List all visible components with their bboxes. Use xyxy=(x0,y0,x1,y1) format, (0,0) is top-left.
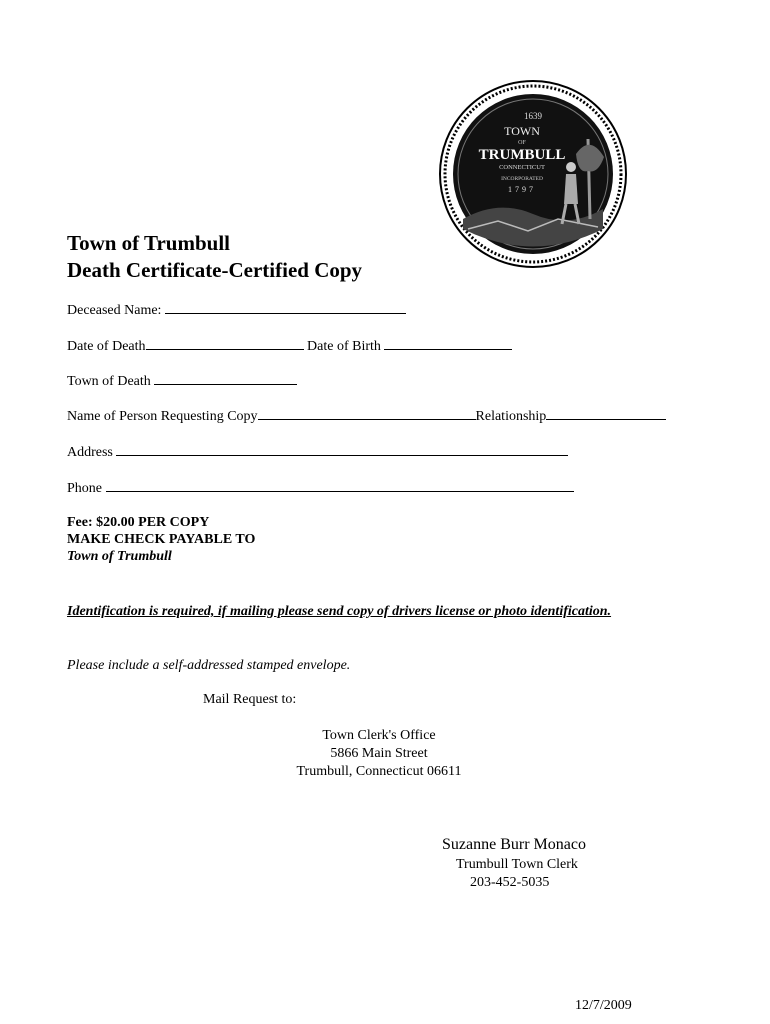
seal-of: OF xyxy=(518,140,526,146)
seal-year-incorporated: 1797 xyxy=(508,185,536,194)
relationship-field[interactable] xyxy=(546,406,666,420)
envelope-notice: Please include a self-addressed stamped envelope. xyxy=(67,658,351,673)
date-of-birth-label: Date of Birth xyxy=(307,339,381,354)
seal-town: TOWN xyxy=(504,124,540,138)
dates-row xyxy=(67,336,512,356)
date-of-death-label: Date of Death xyxy=(67,339,146,354)
clerk-title: Trumbull Town Clerk xyxy=(456,857,578,872)
phone-row xyxy=(67,478,574,498)
town-of-death-label: Town of Death xyxy=(67,374,151,389)
mail-office: Town Clerk's Office xyxy=(322,728,436,743)
requester-field[interactable] xyxy=(258,406,476,420)
address-field[interactable] xyxy=(116,442,568,456)
town-of-death-row xyxy=(67,371,297,391)
mail-street: 5866 Main Street xyxy=(330,746,428,761)
phone-field[interactable] xyxy=(106,478,574,492)
address-label: Address xyxy=(67,445,113,460)
clerk-name: Suzanne Burr Monaco xyxy=(442,836,586,853)
seal-trumbull: TRUMBULL xyxy=(478,147,566,163)
title-town: Town of Trumbull xyxy=(67,231,231,255)
seal-connecticut: CONNECTICUT xyxy=(499,164,545,171)
fee-payable: MAKE CHECK PAYABLE TO xyxy=(67,532,256,547)
deceased-name-label: Deceased Name: xyxy=(67,303,162,318)
relationship-label: Relationship xyxy=(475,409,547,424)
requester-row xyxy=(67,406,666,426)
date-of-birth-field[interactable] xyxy=(384,336,512,350)
title-document: Death Certificate-Certified Copy xyxy=(67,258,363,282)
deceased-name-field[interactable] xyxy=(165,300,406,314)
mail-city: Trumbull, Connecticut 06611 xyxy=(296,764,462,779)
mail-request-label: Mail Request to: xyxy=(203,692,297,707)
clerk-phone: 203-452-5035 xyxy=(470,875,550,890)
document-date: 12/7/2009 xyxy=(575,998,632,1013)
phone-label: Phone xyxy=(67,481,102,496)
date-of-death-field[interactable] xyxy=(146,336,304,350)
fee-payee: Town of Trumbull xyxy=(67,549,172,564)
deceased-name-row xyxy=(67,300,406,320)
seal-incorporated: INCORPORATED xyxy=(501,176,543,182)
identification-notice: Identification is required, if mailing please send copy of drivers license or photo identification. xyxy=(67,604,612,619)
requester-label: Name of Person Requesting Copy xyxy=(67,409,258,424)
town-seal xyxy=(438,79,628,269)
fee-amount: Fee: $20.00 PER COPY xyxy=(67,515,210,530)
town-of-death-field[interactable] xyxy=(154,371,297,385)
seal-year-founded: 1639 xyxy=(524,111,542,121)
address-row xyxy=(67,442,568,462)
